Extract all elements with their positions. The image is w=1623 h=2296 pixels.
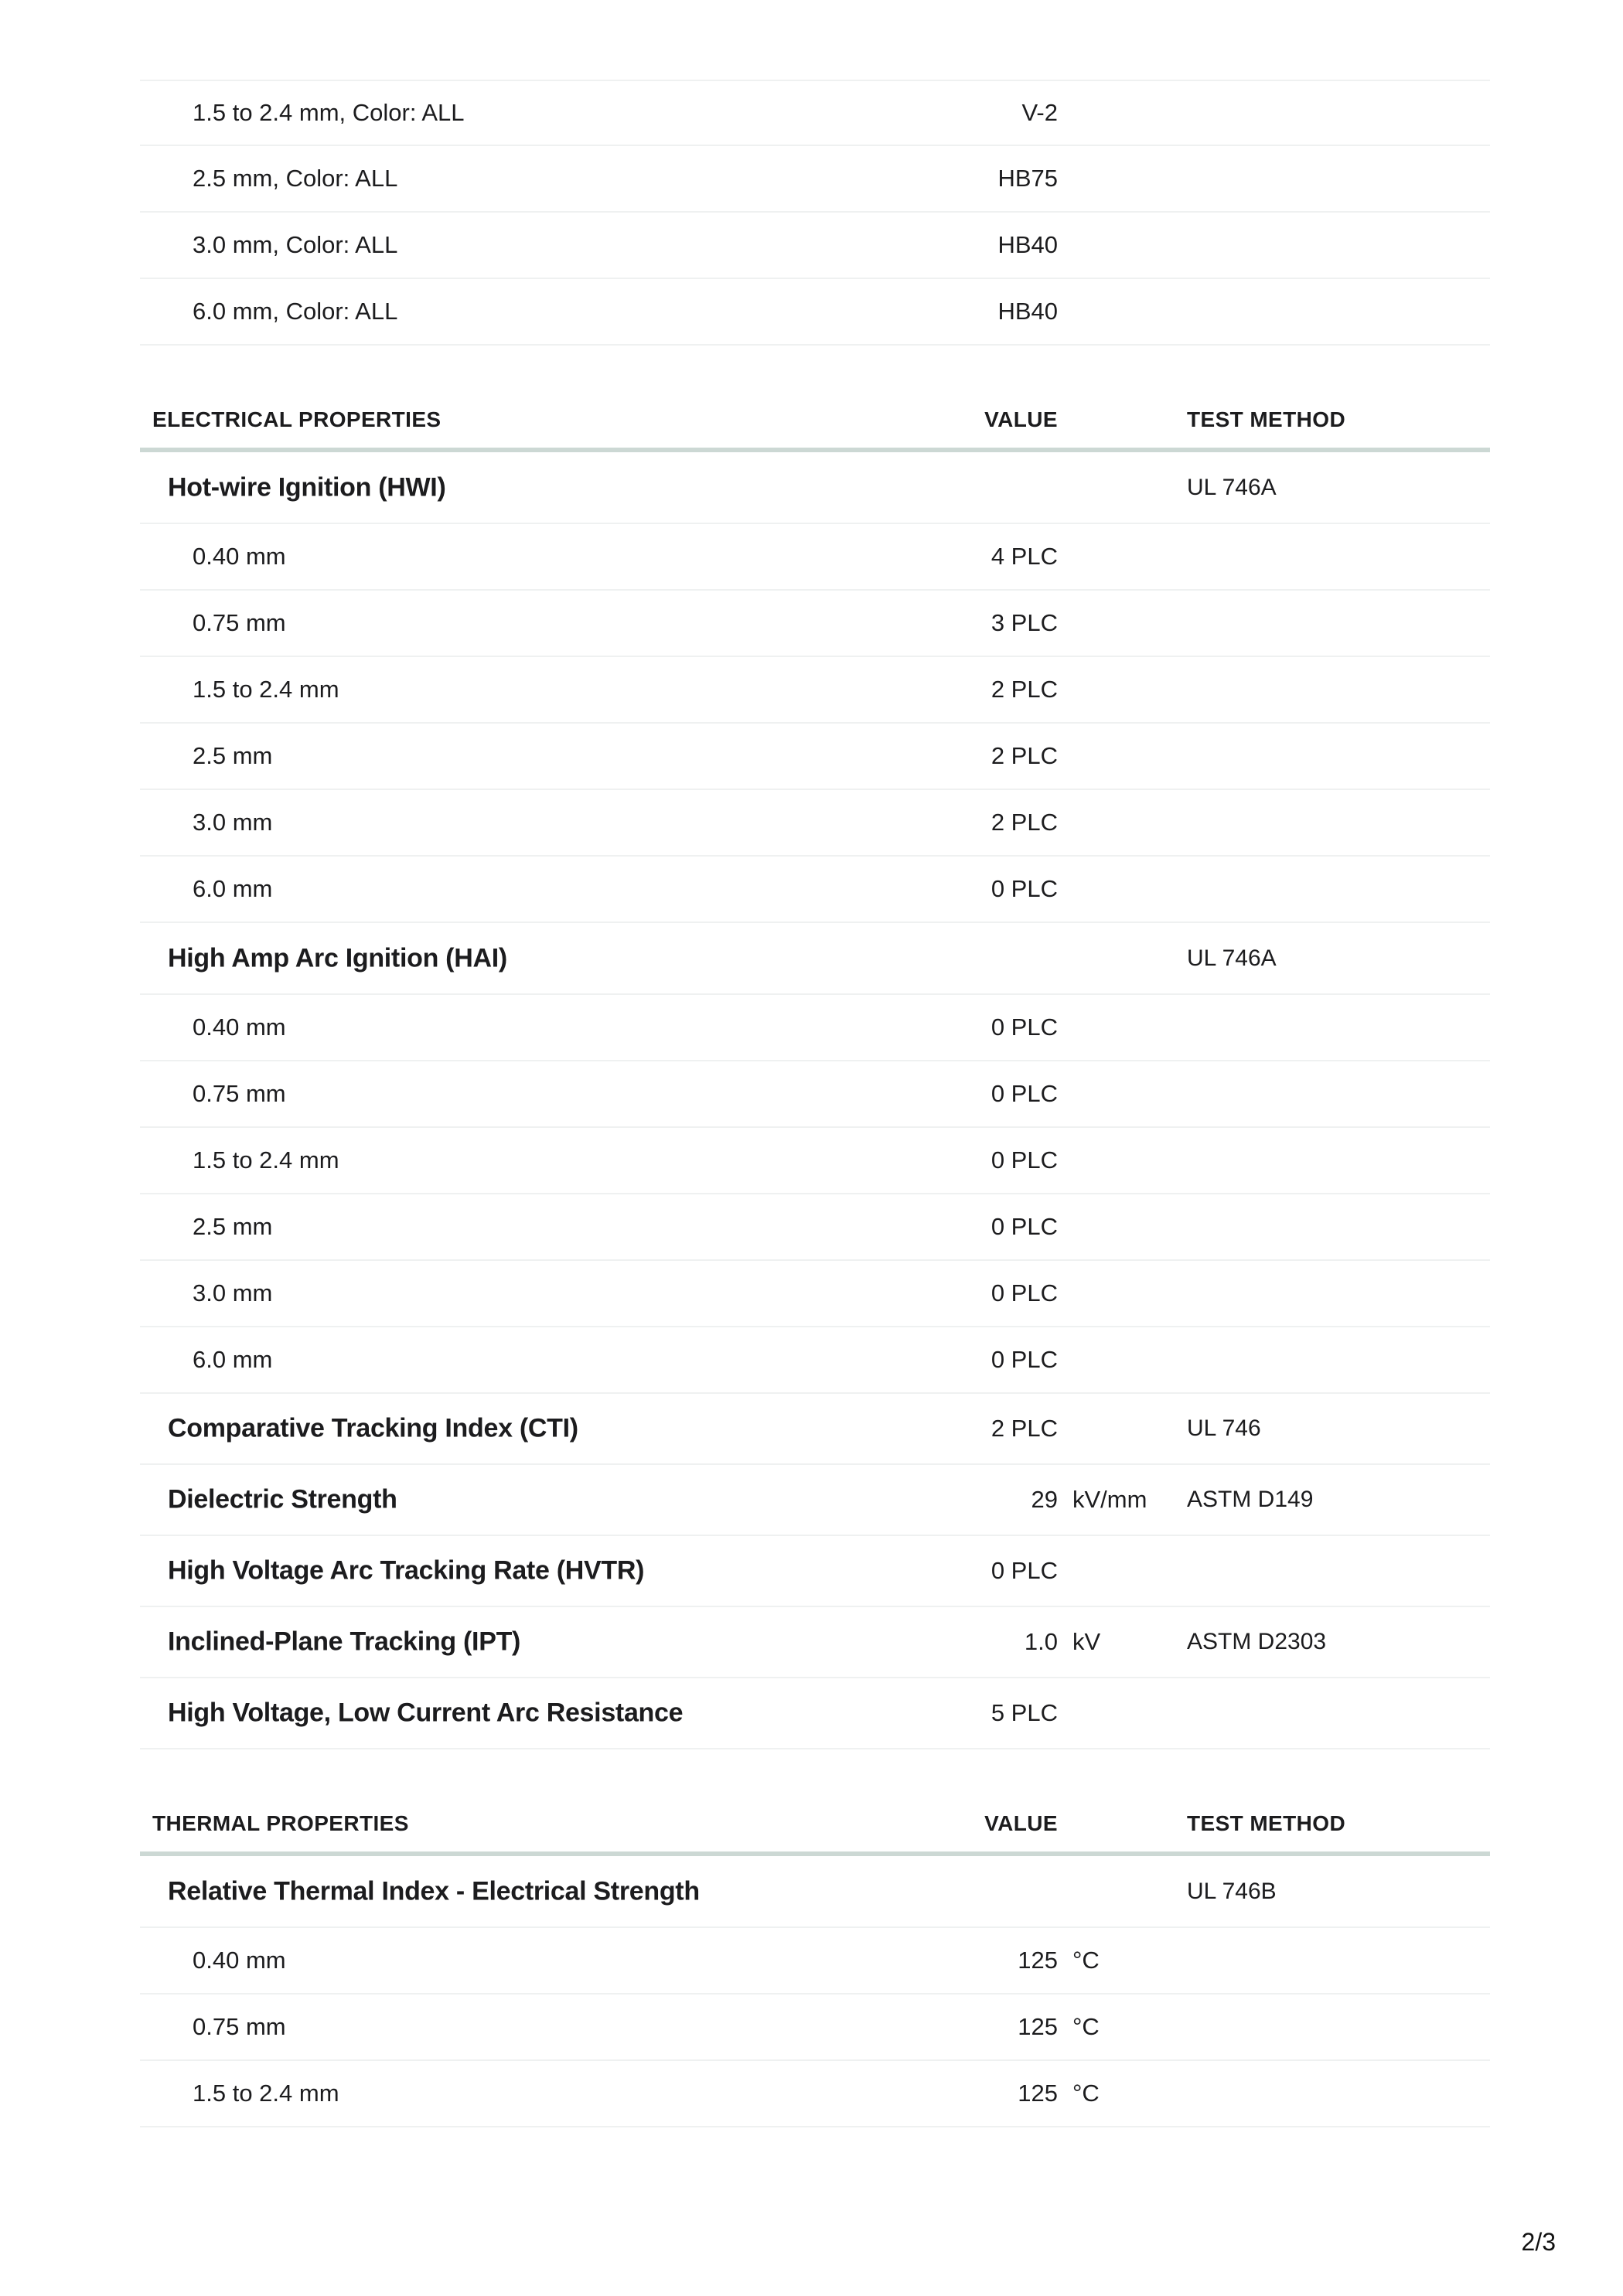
row-value: 4 PLC [991,543,1058,570]
page-number: 2/3 [1521,2228,1556,2256]
table-row [140,1536,1490,1607]
row-label: 0.40 mm [193,543,286,570]
section-header-row [140,1796,1490,1856]
row-test-method: UL 746A [1187,474,1277,500]
table-row [140,923,1490,995]
value-column-header: VALUE [984,407,1058,431]
table-row [140,995,1490,1061]
row-label: 6.0 mm [193,1346,273,1373]
table-flame-rating-continued [140,80,1490,346]
row-unit: kV/mm [1072,1486,1147,1513]
table-row [140,1856,1490,1928]
row-value: 0 PLC [991,875,1058,902]
table-thermal-properties [140,1796,1490,2127]
table-row [140,1928,1490,1995]
row-test-method: UL 746B [1187,1878,1277,1904]
row-unit: °C [1072,2013,1100,2040]
datasheet-body [140,0,1490,2127]
row-value: 0 PLC [991,1213,1058,1240]
row-value: 0 PLC [991,1080,1058,1107]
table-row [140,657,1490,724]
row-value: 1.0 [1024,1628,1058,1655]
row-value: 2 PLC [991,1415,1058,1442]
section-title: THERMAL PROPERTIES [152,1811,409,1835]
method-column-header: TEST METHOD [1187,407,1346,431]
row-label: 6.0 mm, Color: ALL [193,298,398,325]
row-label: High Amp Arc Ignition (HAI) [168,943,507,973]
row-test-method: ASTM D2303 [1187,1629,1327,1654]
row-label: 0.40 mm [193,1013,286,1041]
row-test-method: ASTM D149 [1187,1487,1314,1512]
table-row [140,2061,1490,2127]
row-value: 125 [1018,2080,1058,2107]
row-test-method: UL 746A [1187,945,1277,971]
table-row [140,1394,1490,1465]
row-label: 3.0 mm [193,809,273,836]
row-label: 2.5 mm [193,742,273,769]
table-row [140,452,1490,524]
row-value: 5 PLC [991,1699,1058,1726]
row-value: 0 PLC [991,1146,1058,1174]
row-label: High Voltage, Low Current Arc Resistance [168,1698,684,1728]
row-value: 0 PLC [991,1279,1058,1306]
table-row [140,790,1490,857]
table-row [140,591,1490,657]
table-row [140,80,1490,146]
table-row [140,1607,1490,1678]
row-unit: °C [1072,2080,1100,2107]
row-value: 2 PLC [991,809,1058,836]
row-label: High Voltage Arc Tracking Rate (HVTR) [168,1555,645,1586]
table-row [140,1678,1490,1749]
row-label: 3.0 mm [193,1279,273,1306]
row-value: 2 PLC [991,676,1058,703]
table-row [140,1061,1490,1128]
row-label: 1.5 to 2.4 mm [193,2080,339,2107]
row-label: 1.5 to 2.4 mm [193,1146,339,1174]
row-unit: °C [1072,1947,1100,1974]
row-label: Comparative Tracking Index (CTI) [168,1413,578,1443]
row-value: HB40 [997,298,1058,325]
row-value: 0 PLC [991,1013,1058,1041]
row-label: 1.5 to 2.4 mm [193,676,339,703]
row-label: 0.75 mm [193,609,286,636]
table-row [140,1194,1490,1261]
row-label: 0.40 mm [193,1947,286,1974]
row-label: 0.75 mm [193,1080,286,1107]
row-value: 0 PLC [991,1557,1058,1584]
table-row [140,279,1490,346]
table-row [140,1128,1490,1194]
row-test-method: UL 746 [1187,1415,1261,1441]
table-row [140,146,1490,213]
row-value: HB40 [997,231,1058,258]
row-value: 125 [1018,1947,1058,1974]
row-label: 2.5 mm, Color: ALL [193,165,398,192]
row-value: HB75 [997,165,1058,192]
table-row [140,1327,1490,1394]
row-value: 29 [1031,1486,1058,1513]
row-value: 3 PLC [991,609,1058,636]
table-row [140,1465,1490,1536]
method-column-header: TEST METHOD [1187,1811,1346,1835]
row-label: Inclined-Plane Tracking (IPT) [168,1627,521,1657]
table-electrical-properties [140,392,1490,1749]
row-label: Hot-wire Ignition (HWI) [168,472,446,502]
table-row [140,1995,1490,2061]
row-value: 2 PLC [991,742,1058,769]
row-label: 6.0 mm [193,875,273,902]
section-header-row [140,392,1490,452]
row-value: 125 [1018,2013,1058,2040]
row-label: 0.75 mm [193,2013,286,2040]
value-column-header: VALUE [984,1811,1058,1835]
row-value: V-2 [1021,99,1058,126]
row-unit: kV [1072,1628,1101,1655]
row-value: 0 PLC [991,1346,1058,1373]
table-row [140,1261,1490,1327]
row-label: Dielectric Strength [168,1484,397,1514]
table-row [140,213,1490,279]
row-label: 3.0 mm, Color: ALL [193,231,398,258]
row-label: Relative Thermal Index - Electrical Strength [168,1876,700,1906]
table-row [140,724,1490,790]
table-row [140,857,1490,923]
table-row [140,524,1490,591]
row-label: 1.5 to 2.4 mm, Color: ALL [193,99,465,126]
row-label: 2.5 mm [193,1213,273,1240]
section-title: ELECTRICAL PROPERTIES [152,407,442,431]
